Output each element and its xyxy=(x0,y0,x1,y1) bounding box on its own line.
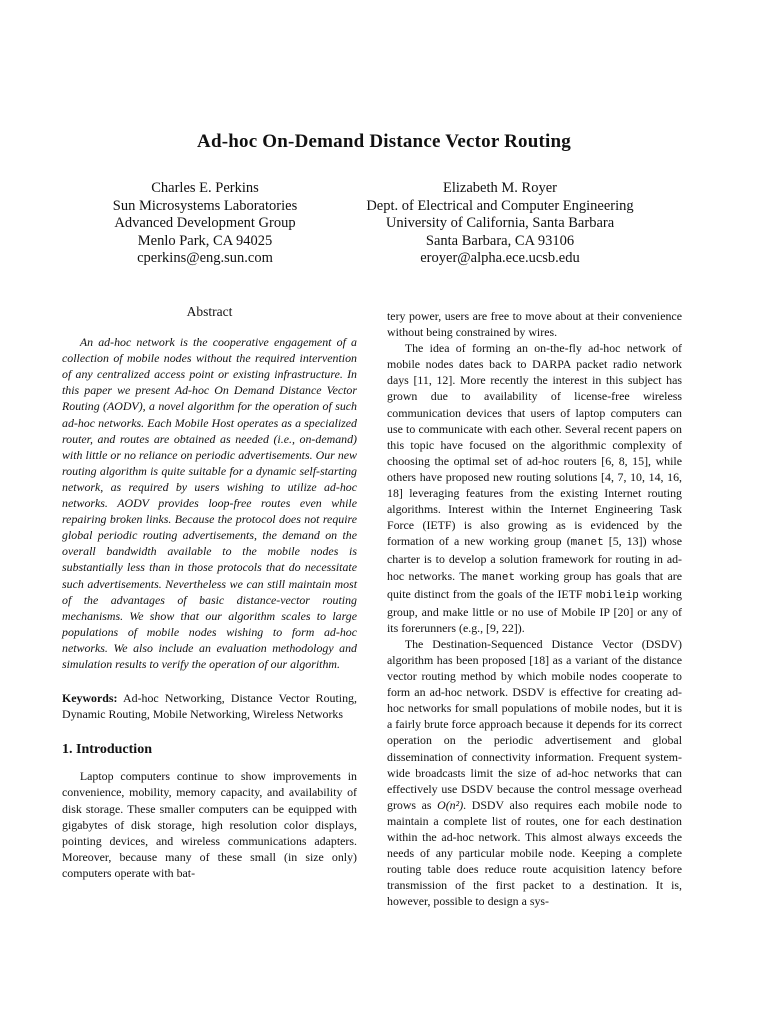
author-block-royer xyxy=(320,180,680,268)
author-address: Menlo Park, CA 94025 xyxy=(137,232,273,249)
text-run: working group has goals that are quite distinct from the goals of the IETF xyxy=(387,568,682,601)
right-column xyxy=(387,308,682,909)
author-block-perkins xyxy=(60,180,350,268)
author-name: Elizabeth M. Royer xyxy=(443,180,557,196)
abstract-heading: Abstract xyxy=(186,304,233,319)
author-name: Charles E. Perkins xyxy=(151,180,259,196)
intro-paragraph-1: Laptop computers continue to show improvements in convenience, mobility, memory capacity, and availability of disk storage. These smaller computers can be equipped with gigabytes of disk storage, high resolution color displays, pointing devices, and wireless communications adapters. Moreover, because many of these small (in size only) computers operate with bat- xyxy=(62,769,357,880)
text-run: The idea of forming an on-the-fly ad-hoc network of mobile nodes dates back to DARPA packet radio network days [11, 12]. More recently the interest in this subject has grown due to availability of license-free wireless communication devices that users of laptop computers can use to communicate with each other. Several recent papers on this topic have focused on the algorithmic complexity of choosing the optimal set of ad-hoc routers [6, 8, 15], while others have proposed new routing solutions [4, 7, 10, 14, 16, 18] leveraging features from the existing Internet routing algorithms. Interest within the Internet Engineering Task Force (IETF) is also growing as is evidenced by the formation of a new working group ( xyxy=(387,341,682,549)
author-email: eroyer@alpha.ece.ucsb.edu xyxy=(420,250,580,266)
keywords-label: Keywords: xyxy=(62,691,118,706)
code-mobileip: mobileip xyxy=(586,589,639,602)
author-department: Advanced Development Group xyxy=(114,215,296,231)
author-email: cperkins@eng.sun.com xyxy=(137,250,273,266)
keywords-text: Ad-hoc Networking, Distance Vector Routing, Dynamic Routing, Mobile Networking, Wireless Networks xyxy=(62,691,357,722)
author-affiliation: Dept. of Electrical and Computer Engineering xyxy=(366,197,634,214)
intro-paragraph-3 xyxy=(387,636,682,910)
code-manet: manet xyxy=(482,571,516,584)
left-column xyxy=(62,304,357,881)
author-address: Santa Barbara, CA 93106 xyxy=(425,232,575,249)
code-manet: manet xyxy=(570,537,604,550)
abstract-text: An ad-hoc network is the cooperative engagement of a collection of mobile nodes without the required intervention of any centralized access point or existing infrastructure. In this paper we present Ad-hoc On Demand Distance Vector Routing (AODV), a novel algorithm for the operation of such ad-hoc networks. Each Mobile Host operates as a specialized router, and routes are obtained as needed (i.e., on-demand) with little or no reliance on periodic advertisements. Our new routing algorithm is quite suitable for a dynamic self-starting network, as required by users wishing to utilize ad-hoc networks. AODV provides loop-free routes even while repairing broken links. Because the protocol does not require global periodic routing advertisements, the demand on the overall bandwidth available to the mobile nodes is substantially less than in those protocols that do necessitate such advertisements. Nevertheless we can still maintain most of the advantages of basic distance-vector routing mechanisms. We show that our algorithm scales to large populations of mobile nodes wishing to form ad-hoc networks. We also include an evaluation methodology and simulation results to verify the operation of our algorithm. xyxy=(62,335,357,671)
text-run: working group, and make little or no use of Mobile IP [20] or any of its forerunners (e.g., [9, 22]). xyxy=(387,586,682,635)
intro-paragraph-2 xyxy=(387,340,682,636)
author-affiliation: Sun Microsystems Laboratories xyxy=(112,197,298,214)
text-run: [5, 13]) whose charter is to develop a solution framework for routing in ad-hoc networks. The xyxy=(387,534,682,583)
paper-title: Ad-hoc On-Demand Distance Vector Routing xyxy=(197,131,571,152)
author-department: University of California, Santa Barbara xyxy=(385,215,615,231)
intro-paragraph-1-continued: tery power, users are free to move about at their convenience without being constrained by wires. xyxy=(387,309,682,340)
section-heading-introduction: 1. Introduction xyxy=(62,742,152,758)
math-complexity: O(n²) xyxy=(437,797,464,812)
text-run: The Destination-Sequenced Distance Vector (DSDV) algorithm has been proposed [18] as a variant of the distance vector routing method by which mobile nodes cooperate to form an ad-hoc network. DSDV is effective for creating ad-hoc networks for small populations of mobile nodes, but it is a fairly brute force approach because it depends for its correct operation on the periodic advertisement and global dissemination of connectivity information. Frequent system-wide broadcasts limit the size of ad-hoc networks that can effectively use DSDV because the control message overhead grows as xyxy=(387,636,682,812)
keywords xyxy=(62,690,357,722)
text-run: . DSDV also requires each mobile node to maintain a complete list of routes, one for each destination within the ad-hoc network. This almost always exceeds the needs of any particular mobile node. Keeping a complete routing table does reduce route acquisition latency before transmission of the first packet to a destination. It is, however, possible to design a sys- xyxy=(387,797,682,909)
